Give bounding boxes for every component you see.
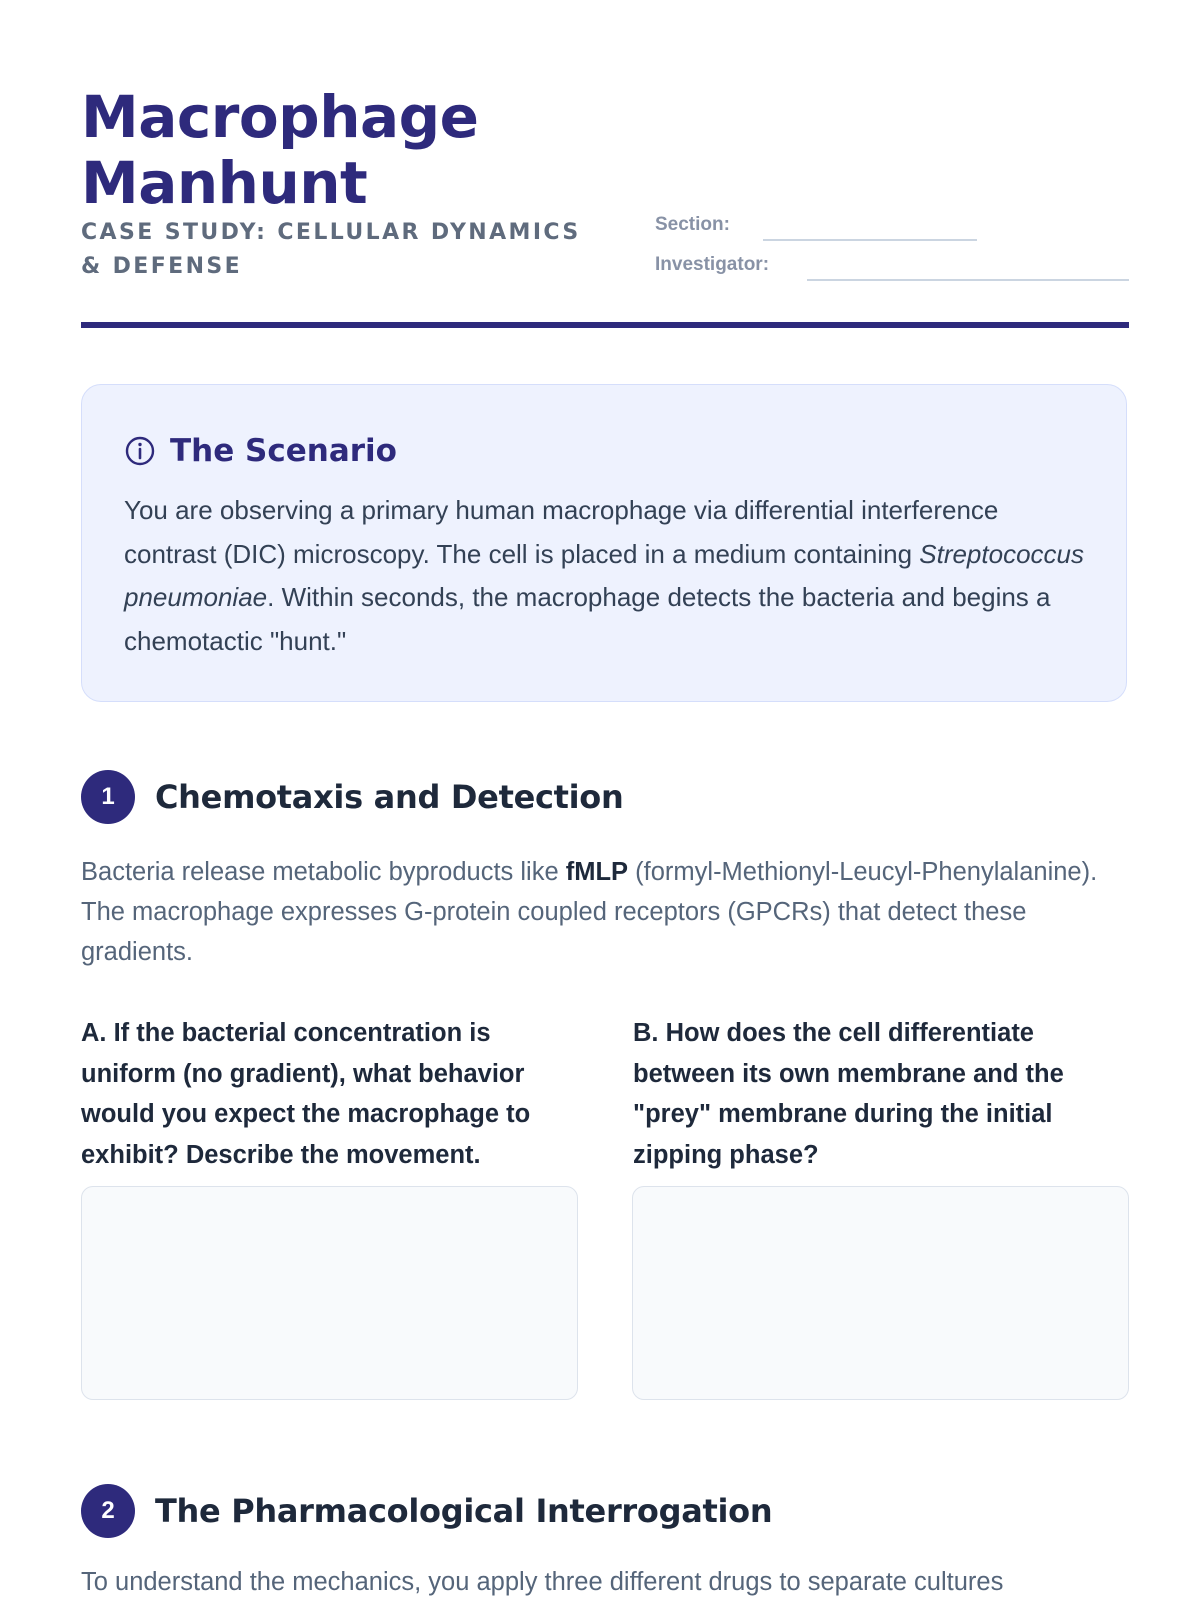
section-1-text-part-1: Bacteria release metabolic byproducts like — [81, 858, 566, 886]
section-1-heading — [81, 770, 623, 824]
scenario-callout — [81, 384, 1127, 702]
section-field-row — [655, 214, 1129, 254]
scenario-heading — [124, 431, 397, 471]
scenario-text-part-2: . Within seconds, the macrophage detects the bacteria and begins a chemotactic "hunt." — [124, 582, 1051, 656]
worksheet-header — [81, 80, 1129, 330]
investigator-input-line[interactable] — [807, 279, 1129, 281]
header-divider — [81, 322, 1129, 328]
scenario-title: The Scenario — [170, 433, 397, 469]
section-1-number-badge: 1 — [81, 770, 135, 824]
scenario-text-part-1: You are observing a primary human macrophage via differential interference contrast (DIC) microscopy. The cell is placed in a medium containing — [124, 495, 999, 569]
meta-fields — [655, 214, 1129, 294]
section-1-title: Chemotaxis and Detection — [155, 778, 624, 816]
page-subtitle: CASE STUDY: CELLULAR DYNAMICS & DEFENSE — [81, 220, 581, 279]
section-label: Section: — [655, 214, 730, 235]
answer-box-b[interactable] — [632, 1186, 1129, 1400]
title-line-2: Manhunt — [81, 149, 368, 217]
investigator-label: Investigator: — [655, 254, 770, 275]
section-2-text: To understand the mechanics, you apply three different drugs to separate cultures — [81, 1568, 1004, 1596]
question-a: A. If the bacterial concentration is uniform (no gradient), what behavior would you expect the macrophage to exhibit? Describe the movement. — [81, 1019, 531, 1169]
scenario-organism-name: Streptococcus pneumoniae — [124, 538, 1084, 612]
section-1-text — [81, 852, 1129, 972]
title-line-1: Macrophage — [81, 83, 479, 151]
investigator-field-row — [655, 254, 1129, 294]
question-b: B. How does the cell differentiate between its own membrane and the "prey" membrane during the initial zipping phase? — [633, 1019, 1064, 1169]
section-2-number-badge: 2 — [81, 1484, 135, 1538]
section-2-title: The Pharmacological Interrogation — [155, 1492, 773, 1530]
page-title — [81, 84, 641, 216]
info-circle-icon — [124, 435, 156, 467]
scenario-text — [124, 489, 1084, 663]
worksheet-page — [81, 0, 1129, 1600]
section-1-term-fmlp: fMLP — [565, 858, 629, 886]
section-2-heading — [81, 1484, 772, 1538]
answer-box-a[interactable] — [81, 1186, 578, 1400]
section-1-text-part-2: (formyl-Methionyl-Leucyl-Phenylalanine). The macrophage expresses G-protein coupled receptors (GPCRs) that detect these gradients. — [81, 858, 1098, 966]
section-input-line[interactable] — [763, 239, 977, 241]
